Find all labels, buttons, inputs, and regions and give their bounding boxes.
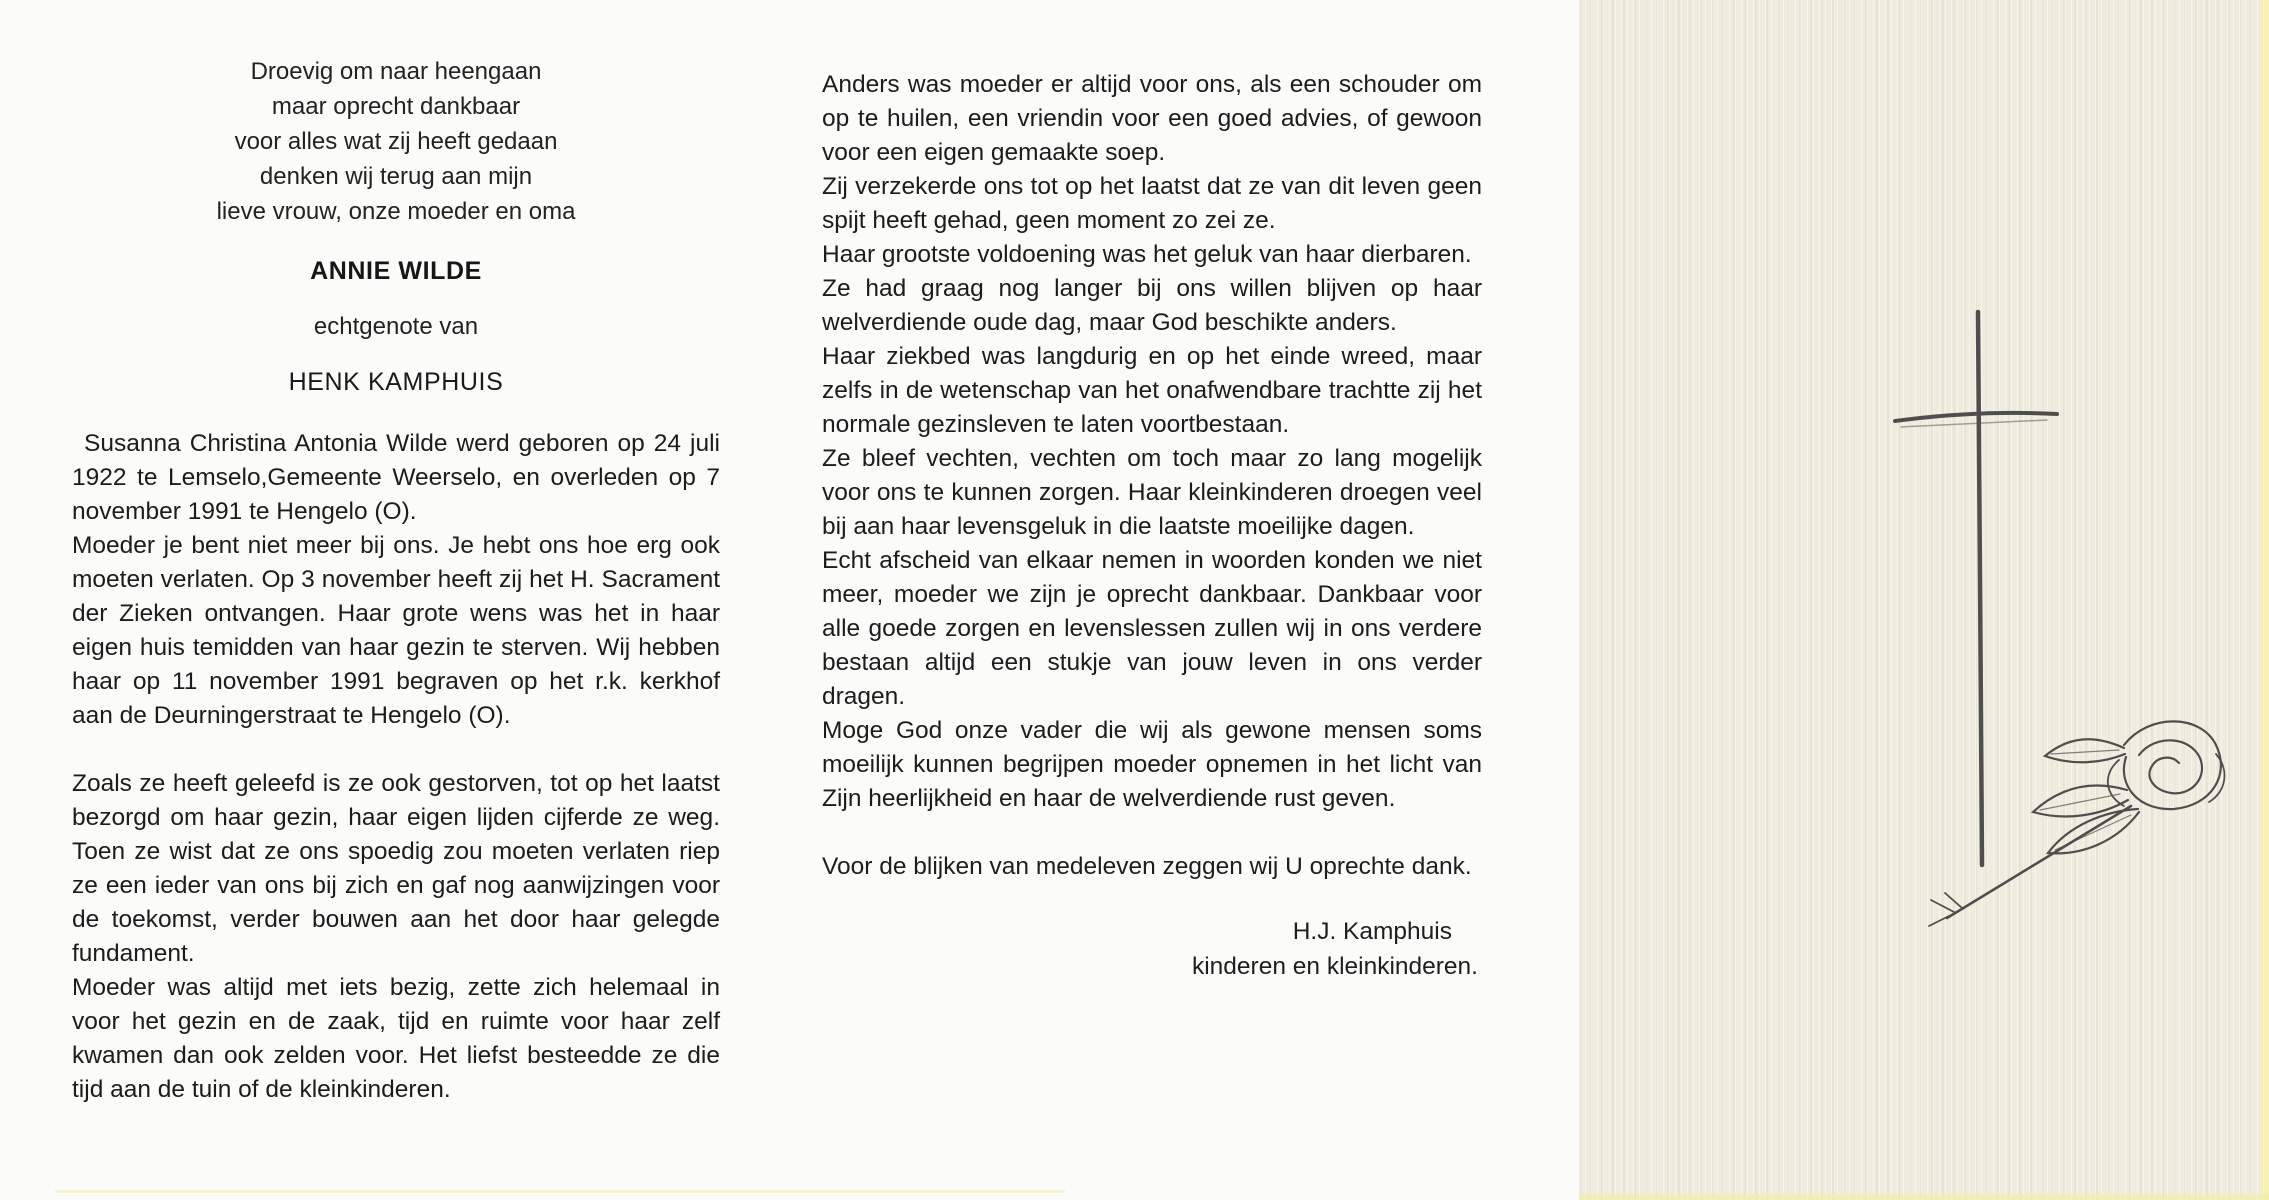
verse-line: lieve vrouw, onze moeder en oma	[216, 198, 576, 225]
left-body-text	[72, 427, 720, 1107]
paragraph: Haar ziekbed was langdurig en op het einde wreed, maar zelfs in de wetenschap van het onafwendbare trachtte zij het normale gezinsleven te laten voortbestaan.	[822, 343, 1482, 438]
middle-body-text	[822, 68, 1482, 816]
scan-artifact-line	[55, 1190, 1065, 1193]
cross-and-rose-illustration	[1579, 0, 2269, 1200]
paragraph: Moge God onze vader die wij als gewone mensen soms moeilijk kunnen begrijpen moeder opnemen in het licht van Zijn heerlijkheid en haar de welverdiende rust geven.	[822, 717, 1482, 812]
paragraph: Moeder je bent niet meer bij ons. Je hebt ons hoe erg ook moeten verlaten. Op 3 november heeft zij het H. Sacrament der Zieken ontvangen. Haar grote wens was het in haar eigen huis temidden van haar gezin te sterven. Wij hebben haar op 11 november 1991 begraven op het r.k. kerkhof aan de Deurningerstraat te Hengelo (O).	[72, 532, 720, 729]
paragraph: Ze had graag nog langer bij ons willen blijven op haar welverdiende oude dag, maar God beschikte anders.	[822, 275, 1482, 336]
verse-line: voor alles wat zij heeft gedaan	[234, 128, 558, 155]
scan-edge-bottom	[1579, 1194, 2269, 1200]
verse-line: denken wij terug aan mijn	[259, 163, 533, 190]
paragraph: Susanna Christina Antonia Wilde werd geboren op 24 juli 1922 te Lemselo,Gemeente Weerselo, en overleden op 7 november 1991 te Hengelo (O).	[72, 430, 720, 525]
signature-family: kinderen en kleinkinderen.	[1191, 953, 1478, 980]
cross-icon	[1895, 312, 2057, 865]
paragraph: Anders was moeder er altijd voor ons, als een schouder om op te huilen, een vriendin voor een goed advies, of gewoon voor een eigen gemaakte soep.	[822, 71, 1482, 166]
opening-verse	[72, 54, 720, 229]
paragraph: Zij verzekerde ons tot op het laatst dat ze van dit leven geen spijt heeft gehad, geen moment zo zei ze.	[822, 173, 1482, 234]
relation-label: echtgenote van	[313, 313, 479, 340]
paragraph: Zoals ze heeft geleefd is ze ook gestorven, tot op het laatst bezorgd om haar gezin, haar eigen lijden cijferde ze weg. Toen ze wist dat ze ons spoedig zou moeten verlaten riep ze een ieder van ons bij zich en gaf nog aanwijzingen voor de toekomst, verder bouwen aan het door haar gelegde fundament.	[72, 770, 720, 967]
verse-line: Droevig om naar heengaan	[250, 58, 542, 85]
paragraph: Echt afscheid van elkaar nemen in woorden konden we niet meer, moeder we zijn je oprecht dankbaar. Dankbaar voor alle goede zorgen en levenslessen zullen wij in ons verdere bestaan altijd een stukje van jouw leven in ons verder dragen.	[822, 547, 1482, 710]
left-column	[72, 54, 720, 1107]
signature-name: H.J. Kamphuis	[1292, 918, 1452, 945]
rose-icon	[1929, 721, 2224, 926]
scan-edge-right	[2260, 0, 2269, 1200]
paragraph: Moeder was altijd met iets bezig, zette zich helemaal in voor het gezin en de zaak, tijd en ruimte voor haar zelf kwamen dan ook zelden voor. Het liefst besteedde ze die tijd aan de tuin of de kleinkinderen.	[72, 974, 720, 1103]
verse-line: maar oprecht dankbaar	[271, 93, 521, 120]
deceased-name: ANNIE WILDE	[310, 257, 482, 285]
acknowledgement-text: Voor de blijken van medeleven zeggen wij U oprechte dank.	[822, 853, 1472, 880]
middle-column	[822, 68, 1482, 984]
spouse-name: HENK KAMPHUIS	[288, 368, 504, 396]
paragraph: Ze bleef vechten, vechten om toch maar zo lang mogelijk voor ons te kunnen zorgen. Haar kleinkinderen droegen veel bij aan haar levensgeluk in die laatste moeilijke dagen.	[822, 445, 1482, 540]
signature-block	[822, 914, 1482, 984]
illustration-panel	[1579, 0, 2269, 1200]
paragraph: Haar grootste voldoening was het geluk van haar dierbaren.	[822, 241, 1472, 268]
